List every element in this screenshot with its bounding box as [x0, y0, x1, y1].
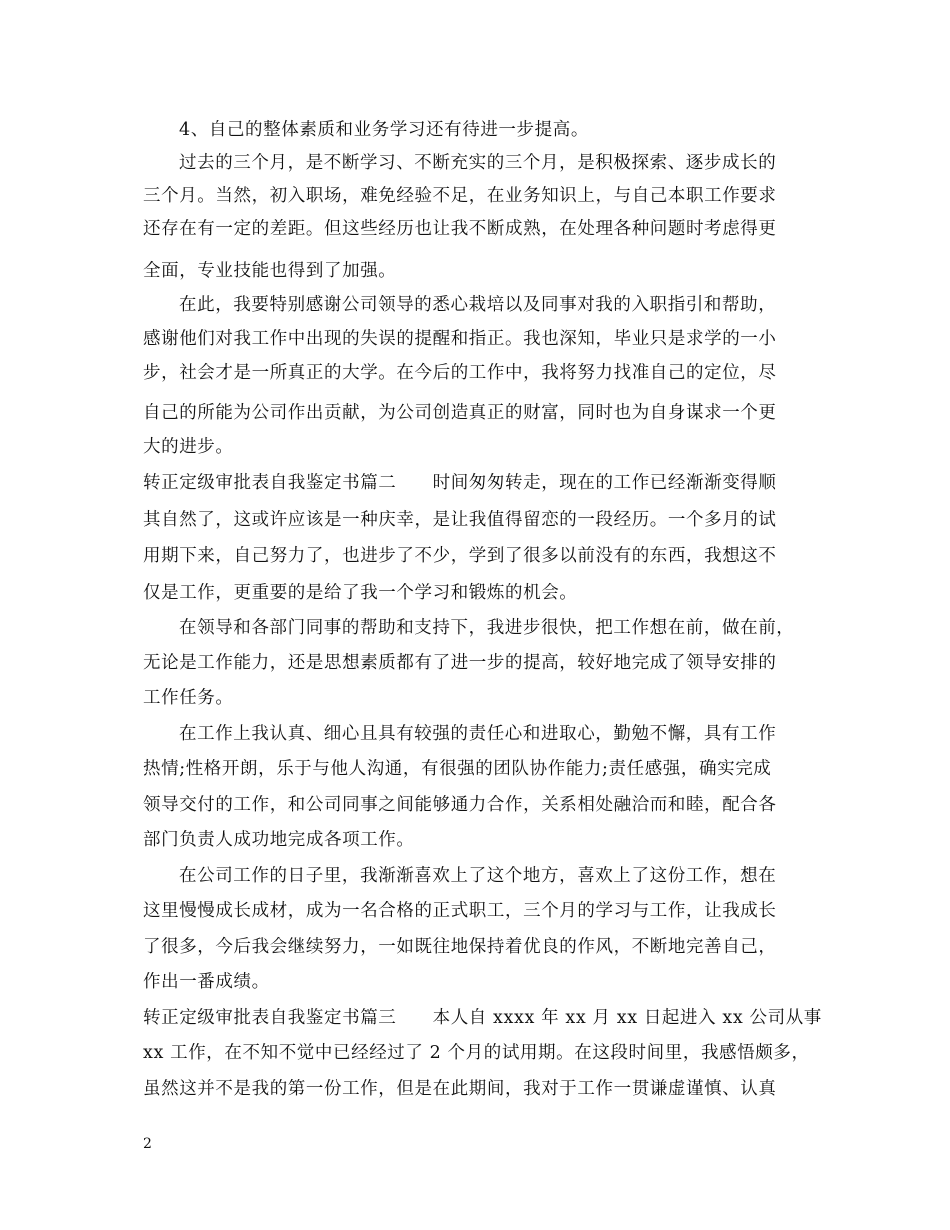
text-line: 领导交付的工作，和公司同事之间能够通力合作，关系相处融洽而和睦，配合各: [143, 795, 777, 815]
text-line: 过去的三个月，是不断学习、不断充实的三个月，是积极探索、逐步成长的: [179, 153, 777, 173]
text-line: 在此，我要特别感谢公司领导的悉心栽培以及同事对我的入职指引和帮助，: [179, 295, 777, 315]
text-line: 无论是工作能力，还是思想素质都有了进一步的提高，较好地完成了领导安排的: [143, 653, 777, 673]
text-line: 其自然了，这或许应该是一种庆幸，是让我值得留恋的一段经历。一个多月的试: [143, 510, 777, 530]
text-line: 仅是工作，更重要的是给了我一个学习和锻炼的机会。: [143, 583, 578, 603]
text-line: 全面，专业技能也得到了加强。: [143, 261, 397, 281]
text-line: 这里慢慢成长成材，成为一名合格的正式职工，三个月的学习与工作，让我成长: [143, 901, 777, 921]
text-line: 虽然这并不是我的第一份工作，但是在此期间，我对于工作一贯谦虚谨慎、认真: [143, 1079, 777, 1099]
text-line: 感谢他们对我工作中出现的失误的提醒和指正。我也深知，毕业只是求学的一小: [143, 329, 777, 349]
text-line: 作出一番成绩。: [143, 972, 270, 992]
text-line: 了很多，今后我会继续努力，一如既往地保持着优良的作风，不断地完善自己，: [143, 937, 777, 957]
text-line: 三个月。当然，初入职场，难免经验不足，在业务知识上，与自己本职工作要求: [143, 186, 777, 206]
section-heading-line: 转正定级审批表自我鉴定书篇二 时间匆匆转走，现在的工作已经渐渐变得顺: [143, 473, 777, 493]
text-line: 在领导和各部门同事的帮助和支持下，我进步很快，把工作想在前，做在前，: [179, 618, 795, 638]
text-line: 大的进步。: [143, 437, 234, 457]
text-line: 部门负责人成功地完成各项工作。: [143, 830, 415, 850]
section-heading-line: 转正定级审批表自我鉴定书篇三 本人自 xxxx 年 xx 月 xx 日起进入 xx 公司从事: [143, 1008, 822, 1028]
text-line: 工作任务。: [143, 688, 234, 708]
text-line: 步，社会才是一所真正的大学。在今后的工作中，我将努力找准自己的定位，尽: [143, 363, 777, 383]
text-line: 4、自己的整体素质和业务学习还有待进一步提高。: [179, 120, 589, 140]
page-number: 2: [143, 1136, 152, 1152]
text-line: 在公司工作的日子里，我渐渐喜欢上了这个地方，喜欢上了这份工作，想在: [179, 866, 777, 886]
text-line: 自己的所能为公司作出贡献，为公司创造真正的财富，同时也为自身谋求一个更: [143, 403, 777, 423]
text-line: 还存在有一定的差距。但这些经历也让我不断成熟，在处理各种问题时考虑得更: [143, 219, 777, 239]
text-line: 热情;性格开朗，乐于与他人沟通，有很强的团队协作能力;责任感强，确实完成: [143, 759, 772, 779]
text-line: 在工作上我认真、细心且具有较强的责任心和进取心，勤勉不懈，具有工作: [179, 724, 777, 744]
text-line: 用期下来，自己努力了，也进步了不少，学到了很多以前没有的东西，我想这不: [143, 546, 777, 566]
text-line: xx 工作，在不知不觉中已经经过了 2 个月的试用期。在这段时间里，我感悟颇多，: [143, 1043, 810, 1063]
